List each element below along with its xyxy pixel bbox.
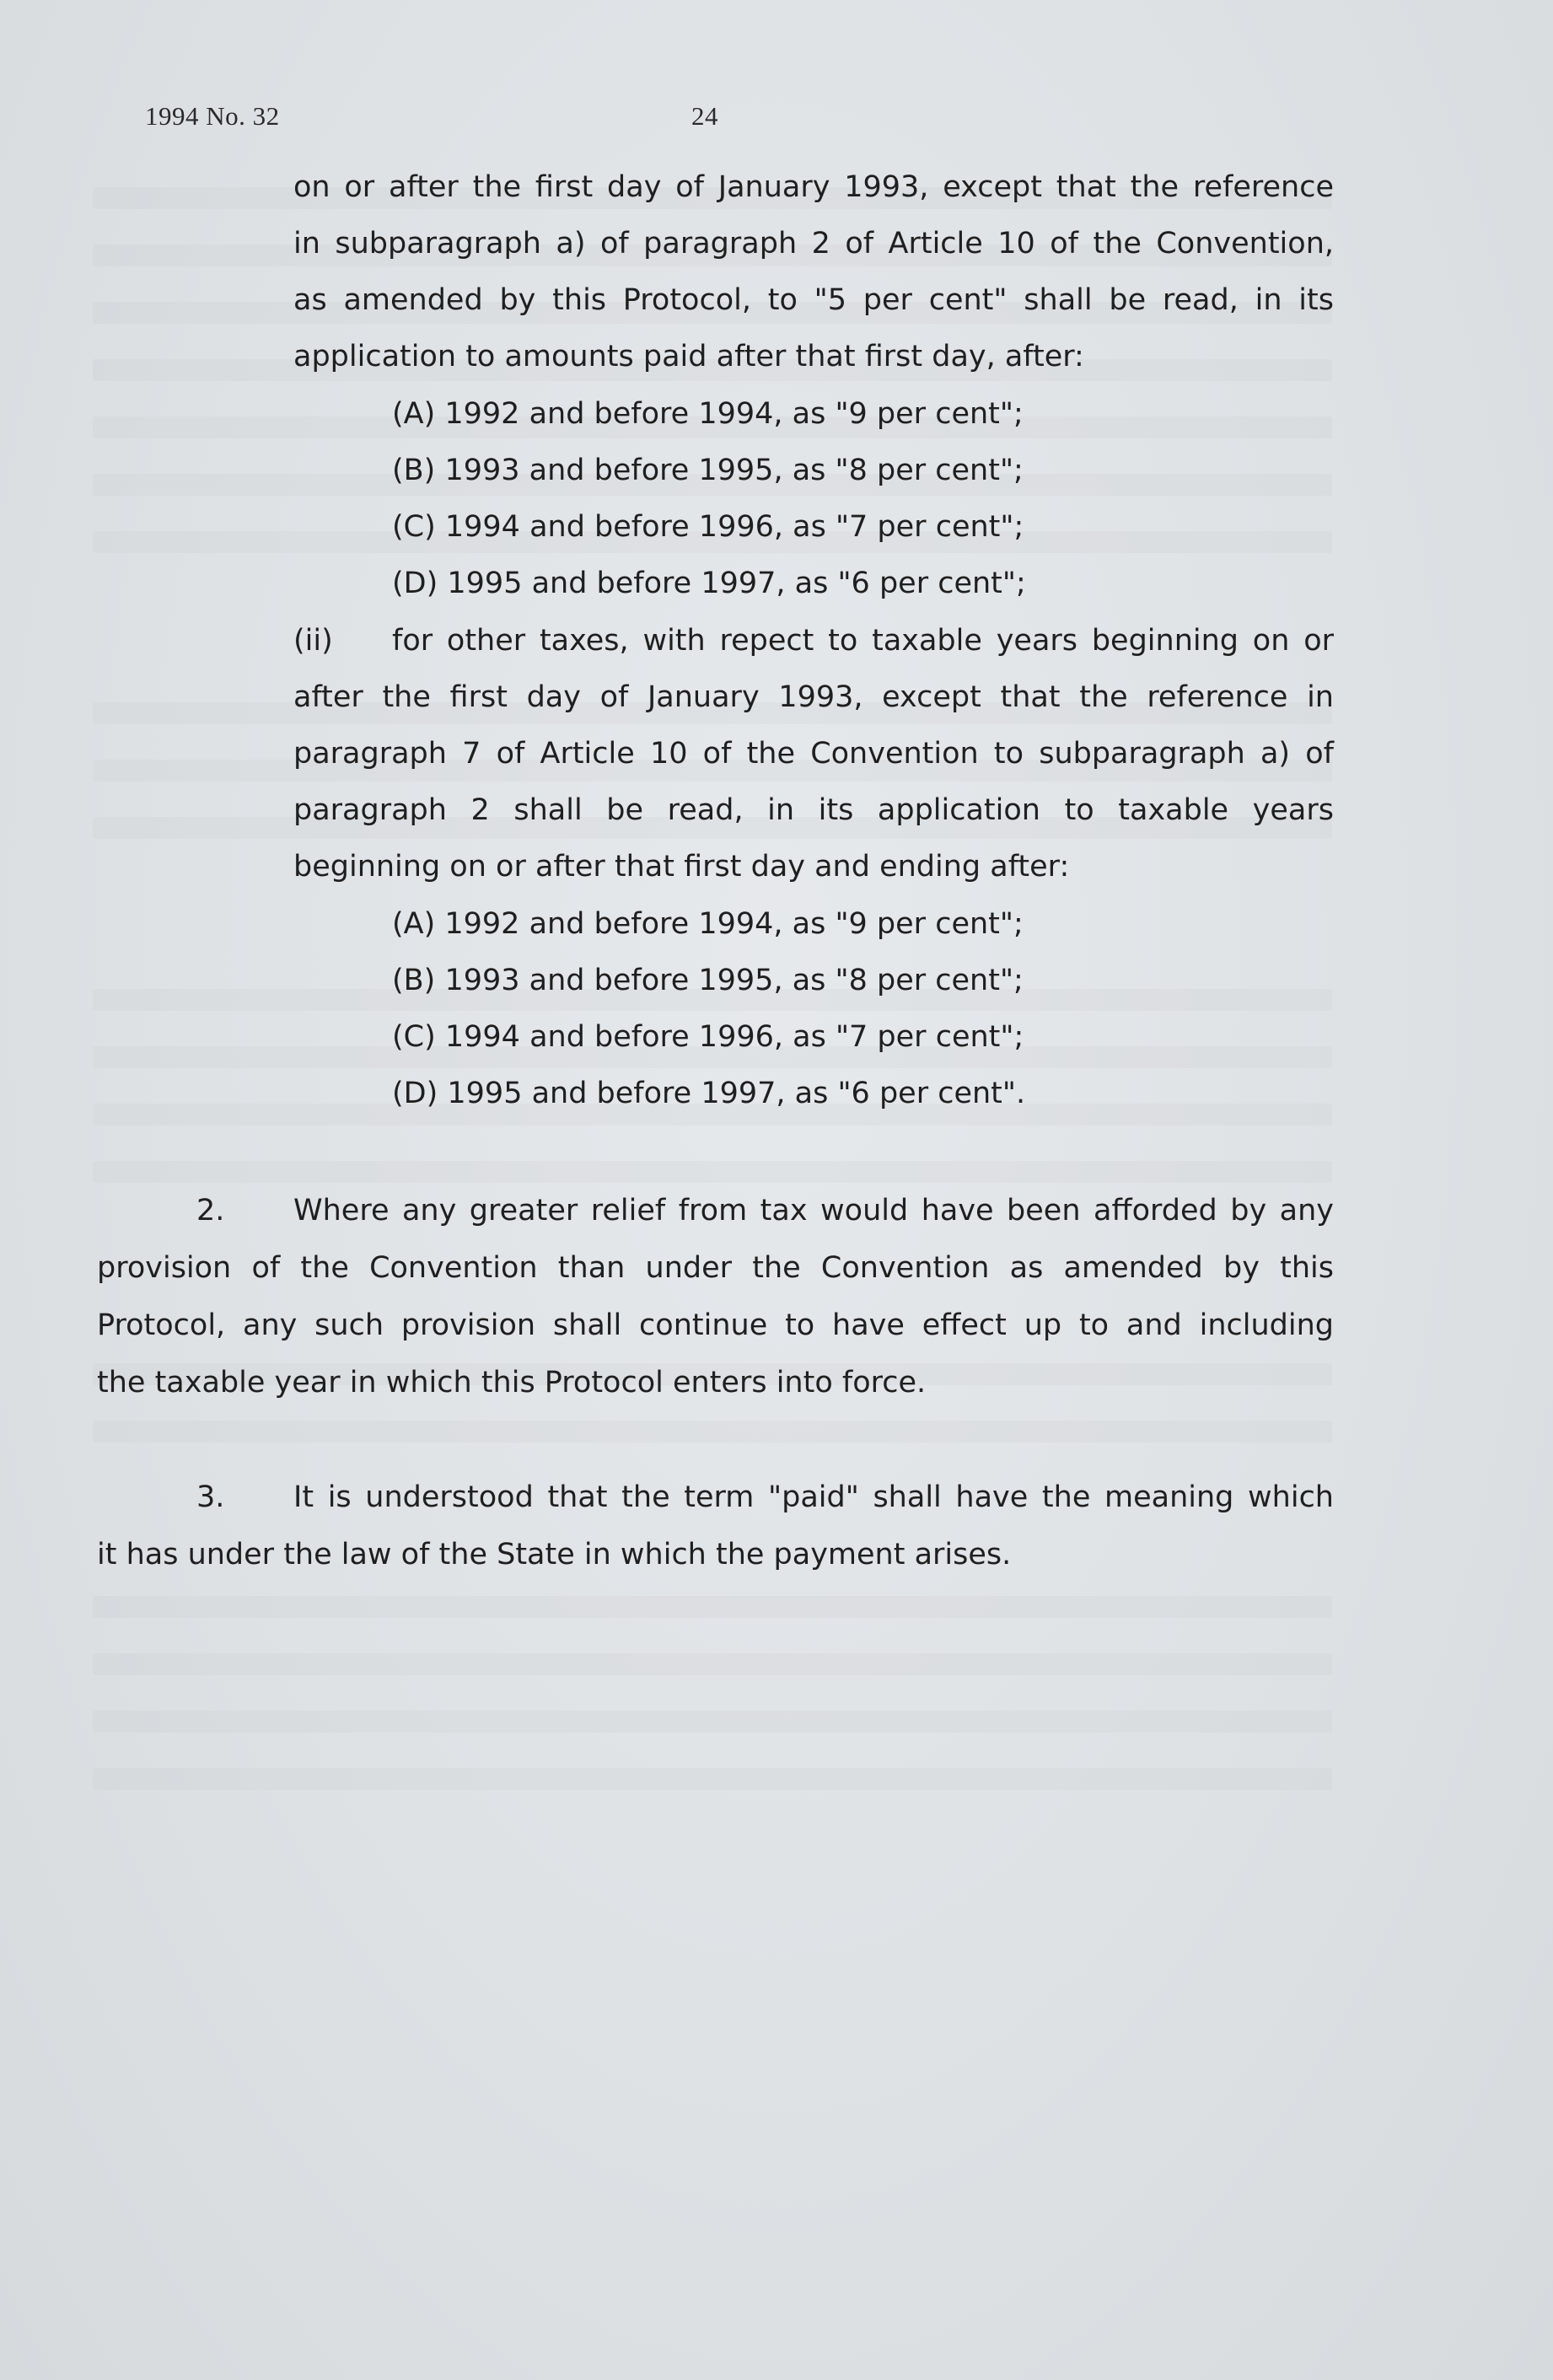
body-line: after the first day of January 1993, except that the reference in: [293, 680, 1334, 714]
show-through-line: [93, 1421, 1332, 1443]
show-through-line: [93, 1711, 1332, 1733]
page-number: 24: [691, 101, 718, 131]
list-item: (A) 1992 and before 1994, as "9 per cent";: [392, 397, 1024, 431]
section-number: 2.: [196, 1194, 225, 1228]
body-line: It is understood that the term "paid" shall have the meaning which: [293, 1480, 1334, 1514]
body-line: it has under the law of the State in which the payment arises.: [97, 1538, 1012, 1571]
show-through-line: [93, 1768, 1332, 1790]
body-line: provision of the Convention than under the Convention as amended by this: [97, 1251, 1334, 1285]
list-item: (B) 1993 and before 1995, as "8 per cent";: [392, 454, 1024, 487]
body-line: on or after the first day of January 1993, except that the reference: [293, 170, 1334, 204]
list-item: (C) 1994 and before 1996, as "7 per cent";: [392, 510, 1024, 544]
show-through-line: [93, 1596, 1332, 1618]
body-line: the taxable year in which this Protocol enters into force.: [97, 1366, 927, 1400]
body-line: application to amounts paid after that first day, after:: [293, 340, 1084, 373]
list-item: (A) 1992 and before 1994, as "9 per cent";: [392, 907, 1024, 941]
document-reference: 1994 No. 32: [145, 101, 280, 131]
list-item: (C) 1994 and before 1996, as "7 per cent";: [392, 1020, 1024, 1054]
list-item: (B) 1993 and before 1995, as "8 per cent";: [392, 964, 1024, 997]
body-line: paragraph 2 shall be read, in its application to taxable years: [293, 793, 1334, 827]
body-line: for other taxes, with repect to taxable years beginning on or: [392, 624, 1334, 658]
section-number: 3.: [196, 1480, 225, 1514]
body-line: Where any greater relief from tax would have been afforded by any: [293, 1194, 1334, 1228]
body-line: paragraph 7 of Article 10 of the Convention to subparagraph a) of: [293, 737, 1334, 771]
subparagraph-marker: (ii): [293, 624, 333, 658]
show-through-line: [93, 1653, 1332, 1675]
body-line: beginning on or after that first day and ending after:: [293, 850, 1070, 884]
body-line: in subparagraph a) of paragraph 2 of Article 10 of the Convention,: [293, 227, 1334, 261]
show-through-line: [93, 1161, 1332, 1183]
body-line: as amended by this Protocol, to "5 per cent" shall be read, in its: [293, 283, 1334, 317]
list-item: (D) 1995 and before 1997, as "6 per cent";: [392, 567, 1026, 600]
list-item: (D) 1995 and before 1997, as "6 per cent".: [392, 1077, 1026, 1110]
body-line: Protocol, any such provision shall continue to have effect up to and including: [97, 1308, 1334, 1342]
